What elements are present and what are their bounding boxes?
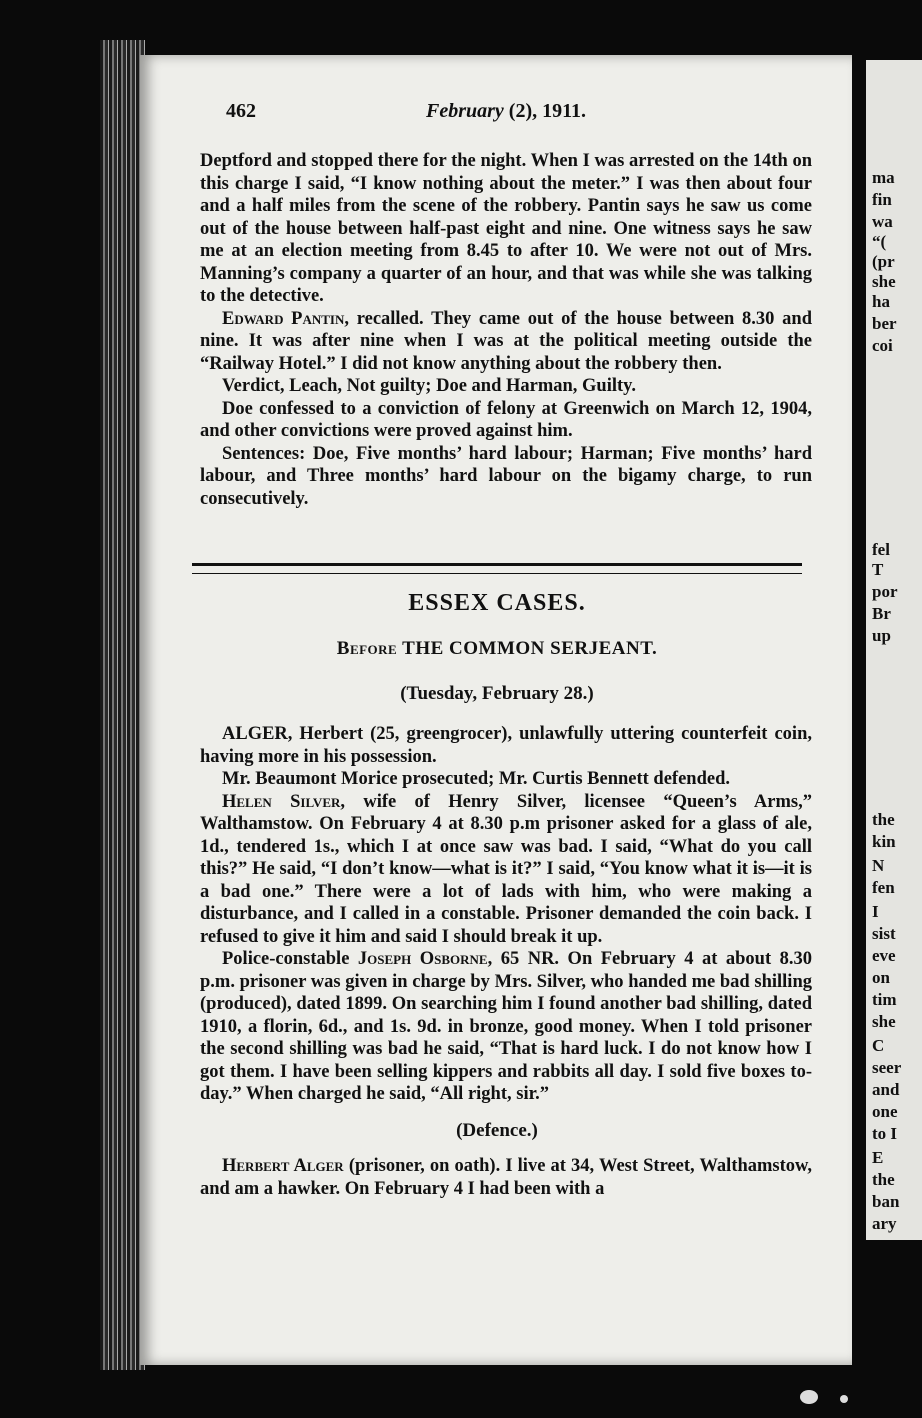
witness-name: Helen Silver (222, 791, 341, 812)
edge-fragment: one (872, 1102, 898, 1121)
scan-speck (800, 1390, 818, 1404)
edge-fragment: C (872, 1036, 885, 1055)
section-title: ESSEX CASES. (408, 590, 586, 616)
paragraph (200, 308, 812, 376)
paragraph-text: Police-constable (222, 949, 358, 969)
edge-fragment: sist (872, 924, 896, 943)
paragraph-text: (prisoner, on oath). I live at 34, West Street, Walthamstow, and am a hawker. On February 4 I had been with a (200, 1156, 813, 1199)
paragraph-text: , 65 NR. On February 4 at about 8.30 p.m. prisoner was given in charge by Mrs. Silver, who handed me bad shilling (produced), dated 1899. On searching him I found another bad shilling, dated 1910, a florin, 6d., and 1s. 9d. in bronze, good money. When I told prisoner the second shilling was bad he said, “That is hard luck. I do not know how I got them. I have been selling kippers and rabbits all day. I sold five boxes to-day.” When charged he said, “All right, sir.” (200, 949, 813, 1104)
next-page-edge (866, 60, 922, 1240)
paragraph: Doe confessed to a conviction of felony at Greenwich on March 12, 1904, and other convictions were proved against him. (200, 398, 812, 441)
edge-fragment: wa (872, 212, 893, 231)
edge-fragment: por (872, 582, 898, 601)
edge-fragment: kin (872, 832, 896, 851)
edge-fragment: she (872, 1012, 896, 1031)
running-title (426, 100, 586, 123)
edge-fragment: fin (872, 190, 892, 209)
paragraph-text: , recalled. They came out of the house between 8.30 and nine. It was after nine when I was at the political meeting outside the “Railway Hotel.” I did not know anything about the robbery then. (200, 308, 812, 374)
previous-case-text (200, 150, 812, 510)
session-date: (Tuesday, February 28.) (400, 683, 594, 704)
indictment: ALGER, Herbert (25, greengrocer), unlawfully uttering counterfeit coin, having more in his possession. (200, 724, 812, 767)
edge-fragment: the (872, 810, 895, 829)
edge-fragment: on (872, 968, 890, 987)
edge-fragment: (pr (872, 252, 895, 271)
edge-fragment: eve (872, 946, 896, 965)
edge-fragment: the (872, 1170, 895, 1189)
running-title-date: (2), 1911. (503, 100, 587, 122)
edge-fragment: ma (872, 168, 895, 187)
defence-heading: (Defence.) (456, 1120, 538, 1141)
edge-fragment: I (872, 902, 879, 921)
edge-fragment: fel (872, 540, 890, 559)
running-title-month: February (426, 100, 504, 122)
sentences: Sentences: Doe, Five months’ hard labour; Harman; Five months’ hard labour, and Three months’ hard labour on the bigamy charge, to run consecutively. (200, 443, 812, 509)
edge-fragment: Br (872, 604, 891, 623)
edge-fragment: ha (872, 292, 890, 311)
book-page (140, 55, 852, 1365)
edge-fragment: ban (872, 1192, 900, 1211)
witness-name: Joseph Osborne (357, 949, 488, 969)
page-number: 462 (226, 100, 256, 122)
edge-fragment: tim (872, 990, 897, 1009)
edge-fragment: N (872, 856, 885, 875)
edge-fragment: E (872, 1148, 884, 1167)
paragraph (200, 948, 812, 1106)
edge-fragment: ary (872, 1214, 897, 1233)
edge-fragment: “( (872, 232, 887, 251)
scan-speck (840, 1395, 848, 1403)
edge-fragment: ber (872, 314, 897, 333)
court-name: THE COMMON SERJEANT. (397, 638, 658, 659)
paragraph-text: , wife of Henry Silver, licensee “Queen’s Arms,” Walthamstow. On February 4 at 8.30 p.m prisoner asked for a glass of ale, 1d., tendered 1s., which I at once saw was bad. I said, “What do you call this?” He said, “I don’t know—what is it?” I said, “You know what it is—it is a bad one.” There were a lot of lads with him, who were making a disturbance, and I called in a constable. Prisoner demanded the coin back. I refused to give it him and said I should break it up. (200, 791, 812, 947)
section-divider (192, 563, 802, 574)
edge-fragment: seer (872, 1058, 902, 1077)
before-label: Before (336, 638, 398, 659)
edge-fragment: up (872, 626, 891, 645)
verdict: Verdict, Leach, Not guilty; Doe and Harman, Guilty. (222, 376, 637, 396)
counsel: Mr. Beaumont Morice prosecuted; Mr. Curtis Bennett defended. (222, 769, 731, 789)
paragraph: Deptford and stopped there for the night. When I was arrested on the 14th on this charge I said, “I know nothing about the meter.” I was then about four and a half miles from the scene of the robbery. Pantin says he saw us come out of the house between half-past eight and nine. One witness says he saw me at an election meeting from 8.45 to after 10. We were not out of Mrs. Manning’s company a quarter of an hour, and that was while she was talking to the detective. (200, 151, 812, 306)
essex-case-text (200, 723, 812, 1106)
defence-text (200, 1155, 812, 1200)
edge-fragment: T (872, 560, 884, 579)
edge-fragment: to I (872, 1124, 898, 1143)
witness-name: Edward Pantin (222, 308, 345, 329)
edge-fragment: she (872, 272, 896, 291)
edge-fragment: coi (872, 336, 893, 355)
paragraph (200, 1155, 812, 1200)
paragraph (200, 791, 812, 949)
edge-fragment: and (872, 1080, 900, 1099)
edge-fragment: fen (872, 878, 895, 897)
witness-name: Herbert Alger (222, 1156, 344, 1176)
book-binding (100, 40, 145, 1370)
court-heading (192, 638, 802, 660)
